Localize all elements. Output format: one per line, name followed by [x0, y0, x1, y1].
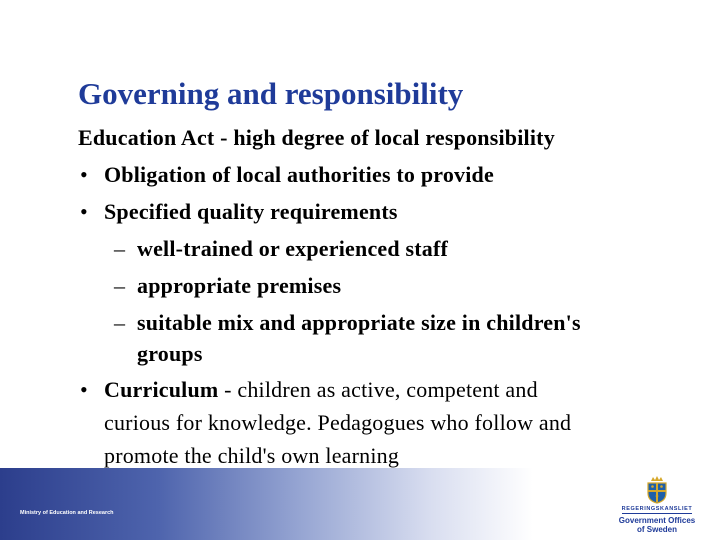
heading-line: Education Act - high degree of local responsibility: [78, 125, 555, 150]
dash-marker: –: [114, 310, 125, 335]
bullet-obligation: Obligation of local authorities to provide: [104, 162, 494, 187]
curriculum-line-3: promote the child's own learning: [104, 443, 400, 468]
curriculum-rest: - children as active, competent and: [218, 377, 538, 402]
dash-marker: –: [114, 236, 125, 261]
bullet-marker: •: [80, 199, 88, 224]
logo-subtitle: [612, 516, 702, 534]
ministry-label: Ministry of Education and Research: [20, 510, 114, 516]
dash-marker: –: [114, 273, 125, 298]
logo-subtitle-line-1: Government Offices: [618, 516, 696, 525]
government-offices-logo: [612, 474, 702, 536]
curriculum-line-2: curious for knowledge. Pedagogues who follow and: [104, 410, 572, 435]
subbullet-mix: suitable mix and appropriate size in children's: [137, 310, 581, 335]
logo-subtitle-line-2: of Sweden: [636, 525, 677, 534]
swedish-royal-crest-icon: [644, 474, 670, 504]
bullet-marker: •: [80, 162, 88, 187]
bullet-curriculum: [104, 377, 538, 403]
curriculum-lead: Curriculum: [104, 377, 219, 402]
bullet-marker: •: [80, 377, 88, 402]
subbullet-mix-continued: groups: [137, 341, 203, 366]
logo-divider: [622, 513, 692, 514]
logo-name: REGERINGSKANSLIET: [621, 506, 693, 512]
slide-title: Governing and responsibility: [78, 76, 464, 111]
subbullet-premises: appropriate premises: [137, 273, 342, 298]
subbullet-staff: well-trained or experienced staff: [137, 236, 449, 261]
bullet-quality: Specified quality requirements: [104, 199, 398, 224]
